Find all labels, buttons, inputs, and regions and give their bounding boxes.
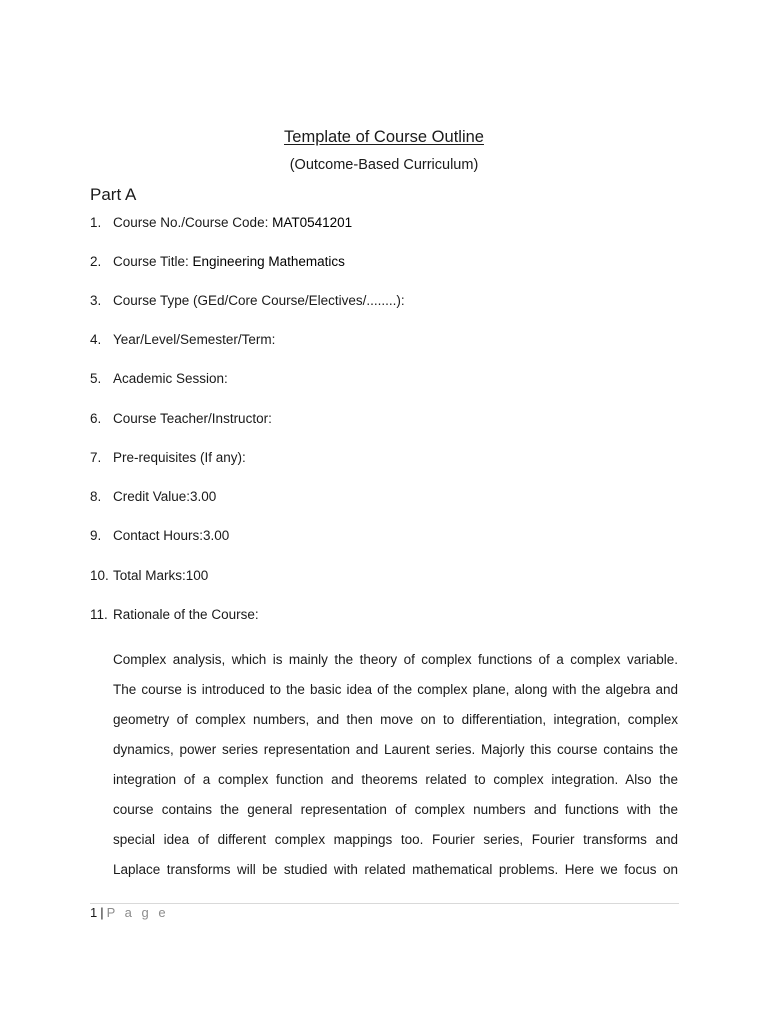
list-item-value: Engineering Mathematics <box>192 254 345 269</box>
list-item-course-type <box>90 293 405 308</box>
paragraph-line: geometry of complex numbers, and then move on to differentiation, integration, complex <box>113 712 678 727</box>
footer-divider <box>90 903 679 904</box>
list-item-academic-session <box>90 371 228 386</box>
list-item-course-code <box>90 215 352 230</box>
paragraph-line: The course is introduced to the basic idea of the complex plane, along with the algebra and <box>113 682 678 697</box>
list-item-number: 5. <box>90 371 102 386</box>
list-item-number: 3. <box>90 293 102 308</box>
list-item-label: Course Type (GEd/Core Course/Electives/........): <box>113 293 405 308</box>
paragraph-line: special idea of different complex mappings too. Fourier series, Fourier transforms and <box>113 832 678 847</box>
list-item-label: Total Marks:100 <box>113 568 209 583</box>
list-item-prerequisites <box>90 450 246 465</box>
list-item-number: 9. <box>90 528 102 543</box>
list-item-course-teacher <box>90 411 272 426</box>
list-item-label: Credit Value:3.00 <box>113 489 217 504</box>
list-item-year-level <box>90 332 275 347</box>
page-footer <box>90 905 169 920</box>
list-item-course-title <box>90 254 345 269</box>
document-title: Template of Course Outline <box>284 128 484 146</box>
list-item-label: Course Title: <box>113 254 193 269</box>
list-item-label: Contact Hours:3.00 <box>113 528 230 543</box>
list-item-label: Year/Level/Semester/Term: <box>113 332 276 347</box>
list-item-number: 2. <box>90 254 102 269</box>
paragraph-line: dynamics, power series representation and Laurent series. Majorly this course contains the <box>113 742 678 757</box>
part-heading: Part A <box>90 185 137 204</box>
list-item-label: Course No./Course Code: <box>113 215 273 230</box>
list-item-number: 6. <box>90 411 102 426</box>
list-item-number: 11. <box>90 607 108 622</box>
paragraph-line: Laplace transforms will be studied with related mathematical problems. Here we focus on <box>113 862 678 877</box>
list-item-number: 8. <box>90 489 102 504</box>
page-label: P a g e <box>106 905 169 920</box>
list-item-contact-hours <box>90 528 229 543</box>
footer-separator: | <box>100 905 104 920</box>
list-item-number: 10. <box>90 568 109 583</box>
list-item-label: Pre-requisites (If any): <box>113 450 246 465</box>
list-item-rationale <box>90 607 259 622</box>
list-item-label: Academic Session: <box>113 371 228 386</box>
paragraph-line: course contains the general representation of complex numbers and functions with the <box>113 802 678 817</box>
rationale-paragraph <box>113 645 678 885</box>
paragraph-line: integration of a complex function and theorems related to complex integration. Also the <box>113 772 678 787</box>
list-item-value: MAT0541201 <box>272 215 353 230</box>
page-number: 1 <box>90 905 98 920</box>
list-item-number: 4. <box>90 332 102 347</box>
document-subtitle: (Outcome-Based Curriculum) <box>289 157 479 173</box>
list-item-label: Course Teacher/Instructor: <box>113 411 272 426</box>
list-item-number: 1. <box>90 215 102 230</box>
list-item-total-marks <box>90 568 208 583</box>
list-item-credit-value <box>90 489 216 504</box>
paragraph-line: Complex analysis, which is mainly the theory of complex functions of a complex variable. <box>113 652 678 667</box>
list-item-label: Rationale of the Course: <box>113 607 259 622</box>
list-item-number: 7. <box>90 450 102 465</box>
